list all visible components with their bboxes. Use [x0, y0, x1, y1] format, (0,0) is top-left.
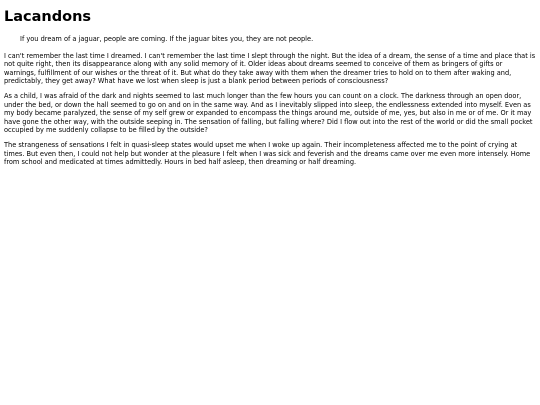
document-page: [0, 0, 540, 167]
paragraph-2: As a child, I was afraid of the dark and nights seemed to last much longer than the few hours you can count on a clock. The darkness through an open door, under the bed, or down the hall seemed to go on and on in the same way. And as I inevitably slipped into sleep, the endlessness extended into myself. Even as my body became paralyzed, the sense of my self grew or expanded to encompass the things around me, outside of me, yes, but also in me or of me. Or it may have gone the other way, with the outside seeping in. The sensation of falling, but falling where? Did I flow out into the rest of the world or did the small pocket occupied by me suddenly collapse to be filled by the outside?: [4, 91, 533, 135]
paragraph-1: I can't remember the last time I dreamed. I can't remember the last time I slept through the night. But the idea of a dream, the sense of a time and place that is not quite right, then its disappearance along with any solid memory of it. Older ideas about dreams seemed to conceive of them as bringers of gifts or warnings, fulfillment of our wishes or the threat of it. But what do they take away with them when the dreamer tries to hold on to them after waking and, predictably, they get away? What have we lost when sleep is just a blank period between periods of consciousness?: [4, 51, 536, 86]
epigraph: If you dream of a jaguar, people are coming. If the jaguar bites you, they are not people.: [20, 35, 314, 43]
page-title: Lacandons: [4, 9, 92, 25]
paragraph-3: The strangeness of sensations I felt in quasi-sleep states would upset me when I woke up again. Their incompleteness affected me to the point of crying at times. But even then, I could not help but wonder at the pleasure I felt when I was sick and feverish and the dreams came over me even more intensely. Home from school and medicated at times admittedly. Hours in bed half asleep, then dreaming or half dreaming.: [4, 140, 531, 167]
